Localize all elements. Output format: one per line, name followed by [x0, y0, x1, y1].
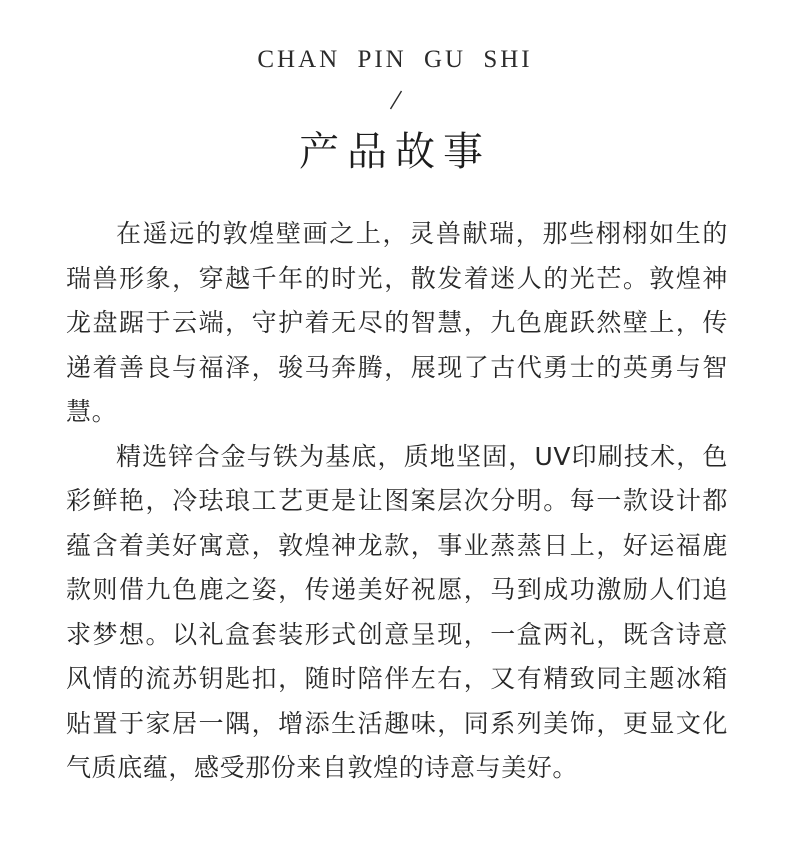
story-paragraph-1: 在遥远的敦煌壁画之上，灵兽献瑞，那些栩栩如生的瑞兽形象，穿越千年的时光，散发着迷人的光芒。敦煌神龙盘踞于云端，守护着无尽的智慧，九色鹿跃然壁上，传递着善良与福泽，骏马奔腾，展现了古代勇士的英勇与智慧。 — [66, 219, 728, 426]
story-paragraph-2: 精选锌合金与铁为基底，质地坚固，UV印刷技术，色彩鲜艳，冷珐琅工艺更是让图案层次分明。每一款设计都蕴含着美好寓意，敦煌神龙款，事业蒸蒸日上，好运福鹿款则借九色鹿之姿，传递美好祝愿，马到成功激励人们追求梦想。以礼盒套装形式创意呈现，一盒两礼，既含诗意风情的流苏钥匙扣，随时陪伴左右，又有精致同主题冰箱贴置于家居一隅，增添生活趣味，同系列美饰，更显文化气质底蕴，感受那份来自敦煌的诗意与美好。 — [66, 441, 728, 782]
slash-divider — [389, 90, 403, 110]
section-header — [0, 40, 790, 175]
pinyin-subtitle: CHAN PIN GU SHI — [257, 46, 533, 73]
page-title: 产品故事 — [299, 129, 491, 175]
story-body — [66, 212, 728, 791]
